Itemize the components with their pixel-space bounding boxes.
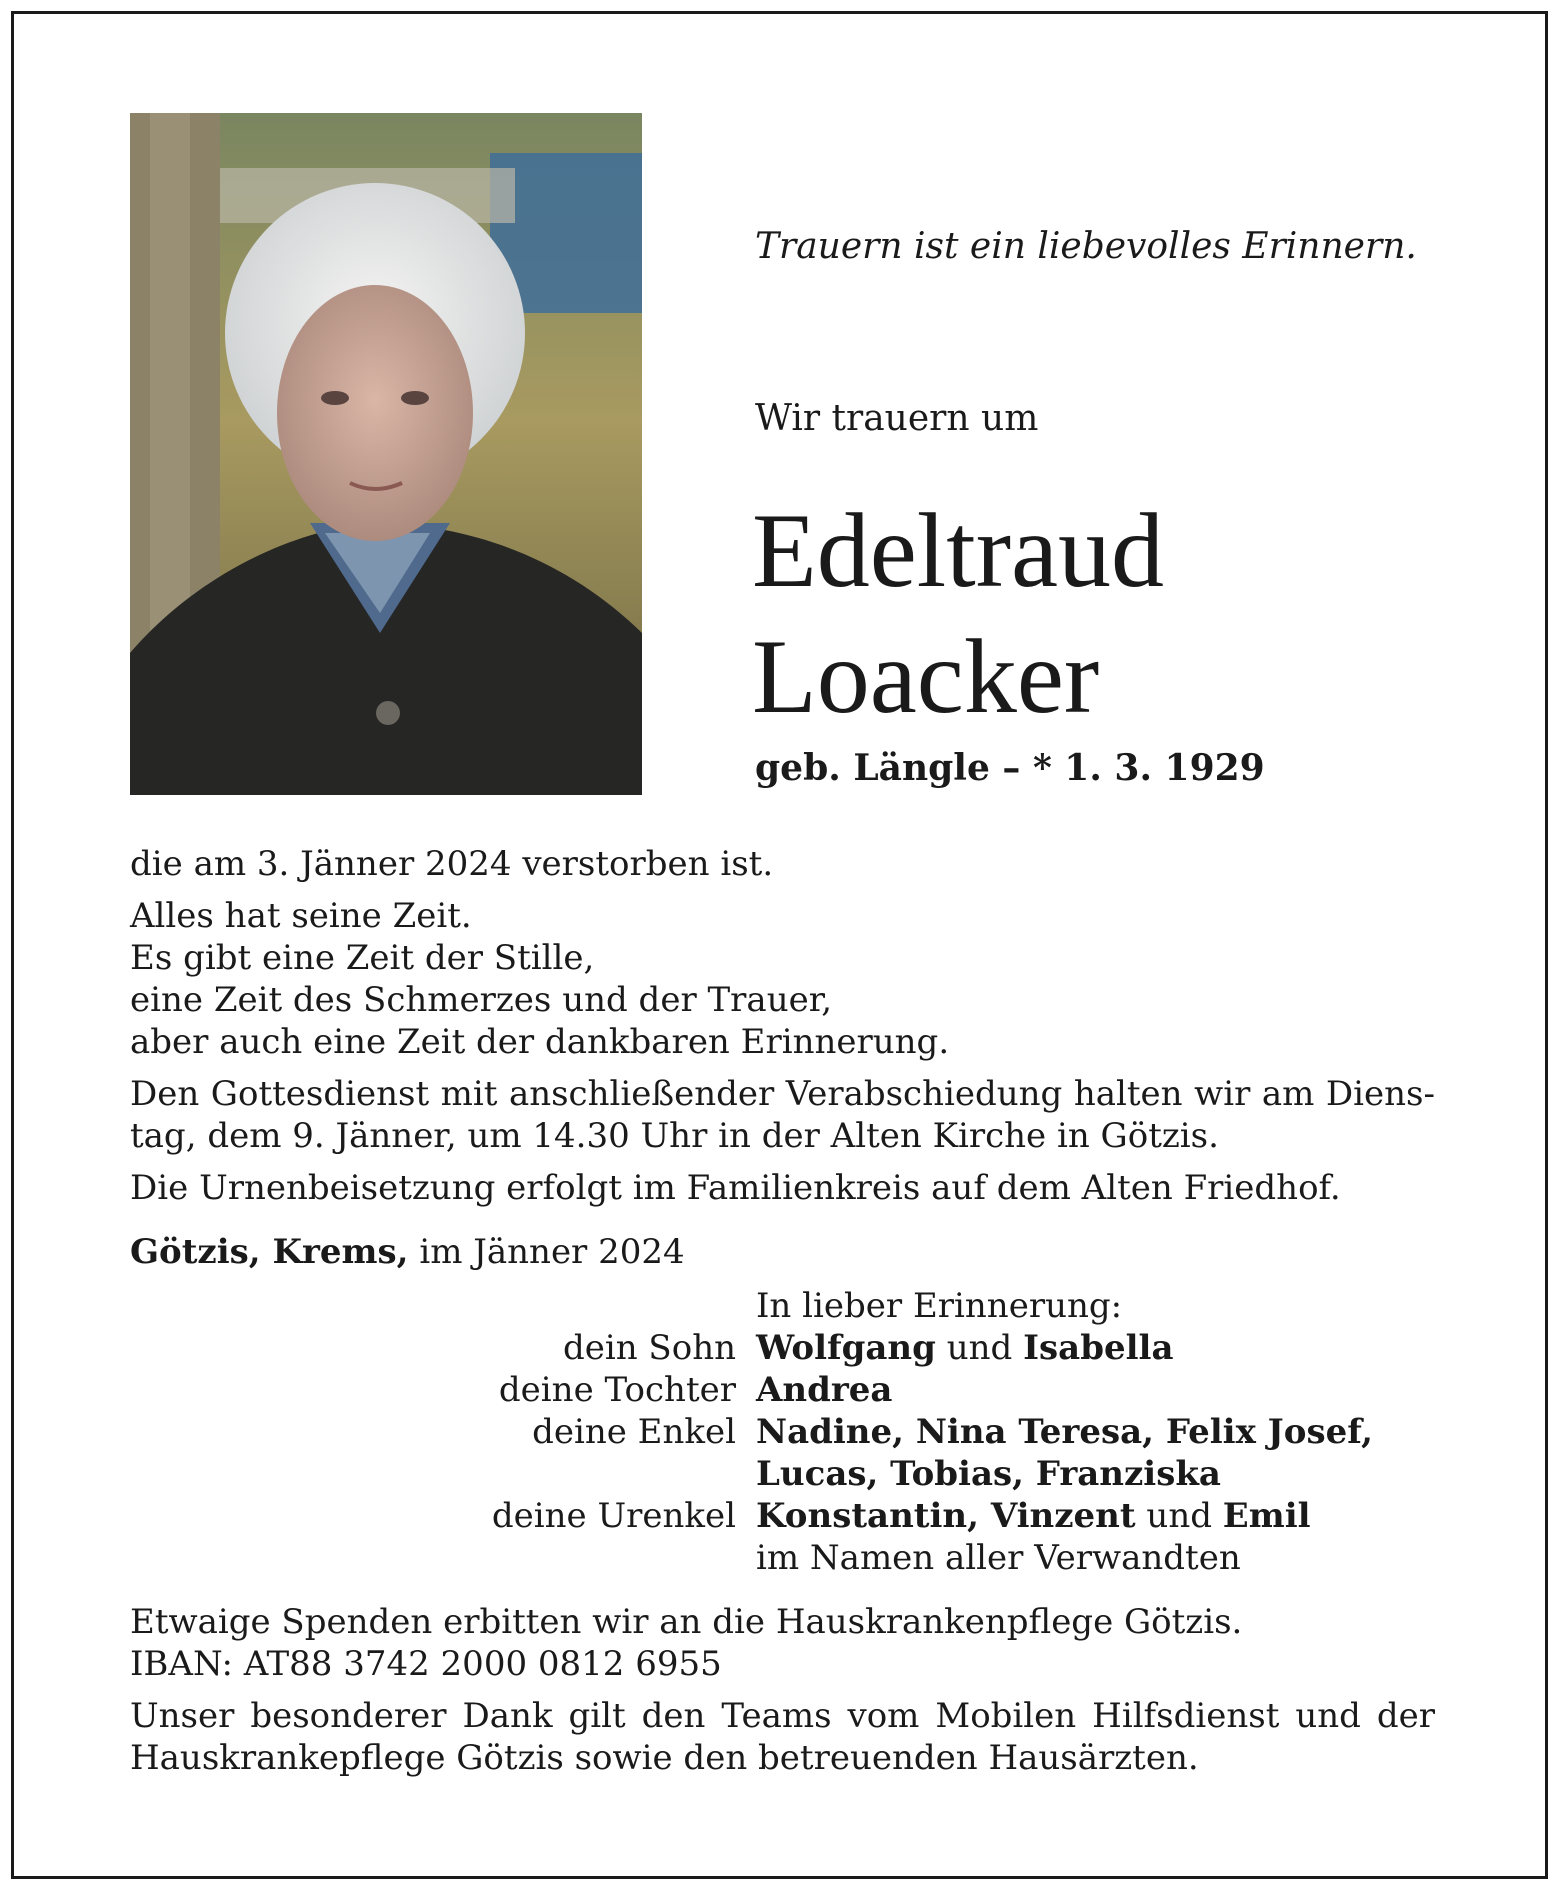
relative-name: Wolfgang: [756, 1328, 936, 1368]
poem-line: Es gibt eine Zeit der Stille,: [130, 938, 595, 978]
relation-label: deine Tochter: [498, 1370, 736, 1410]
urn-info: Die Urnenbeisetzung erfolgt im Familienkreis auf dem Alten Friedhof.: [130, 1168, 1341, 1208]
poem-line: Alles hat seine Zeit.: [130, 896, 472, 936]
relation-label: [130, 1537, 736, 1579]
donation-info: Etwaige Spenden erbitten wir an die Hauskrankenpflege Götzis.: [130, 1602, 1243, 1642]
relative-name: Lucas, Tobias, Franziska: [756, 1454, 1221, 1494]
thanks-note: Unser besonderer Dank gilt den Teams vom Mobilen Hilfsdienst und der Hauskrankepflege Götzis sowie den betreuenden Hausärzten.: [130, 1696, 1435, 1778]
poem-line: aber auch eine Zeit der dankbaren Erinnerung.: [130, 1022, 950, 1062]
obituary-body: [130, 843, 1435, 1779]
relative-names: [756, 1453, 1435, 1495]
deceased-name: [752, 488, 1164, 740]
relative-names: [756, 1537, 1435, 1579]
poem-line: eine Zeit des Schmerzes und der Trauer,: [130, 980, 833, 1020]
relatives-list: [130, 1327, 1435, 1579]
relatives-heading: In lieber Erinnerung:: [756, 1286, 1123, 1326]
relative-name: Emil: [1222, 1496, 1311, 1536]
poem: [130, 895, 1435, 1063]
relative-names: [756, 1327, 1435, 1369]
first-name: Edeltraud: [752, 492, 1165, 609]
portrait-photo: [130, 113, 642, 795]
relation-label: deine Urenkel: [491, 1496, 736, 1536]
relative-names: [756, 1495, 1435, 1537]
place-names: Götzis, Krems,: [130, 1232, 409, 1272]
relative-name: Andrea: [756, 1370, 893, 1410]
relation-label: [130, 1453, 736, 1495]
birth-info: geb. Längle – * 1. 3. 1929: [755, 747, 1265, 789]
relation-label: deine Enkel: [532, 1412, 736, 1452]
service-info: Den Gottesdienst mit anschließender Verabschiedung halten wir am Diens-tag, dem 9. Jänner, um 14.30 Uhr in der Alten Kirche in Götzis.: [130, 1074, 1435, 1156]
place-date: [130, 1231, 1435, 1273]
relative-name: Isabella: [1023, 1328, 1174, 1368]
relative-name: und: [935, 1328, 1024, 1368]
intro-text: Wir trauern um: [755, 398, 1039, 439]
relative-name: im Namen aller Verwandten: [756, 1538, 1241, 1578]
place-date-text: im Jänner 2024: [408, 1232, 685, 1272]
death-line: die am 3. Jänner 2024 verstorben ist.: [130, 844, 774, 884]
portrait-image: [130, 113, 642, 795]
relative-names: [756, 1369, 1435, 1411]
motto-quote: Trauern ist ein liebevolles Erinnern.: [755, 226, 1417, 267]
iban: IBAN: AT88 3742 2000 0812 6955: [130, 1644, 722, 1684]
relation-label: dein Sohn: [562, 1328, 736, 1368]
last-name: Loacker: [752, 618, 1100, 735]
relative-names: [756, 1411, 1435, 1453]
relative-name: und: [1135, 1496, 1223, 1536]
relative-name: Konstantin, Vinzent: [756, 1496, 1136, 1536]
relative-name: Nadine, Nina Teresa, Felix Josef,: [756, 1412, 1373, 1452]
